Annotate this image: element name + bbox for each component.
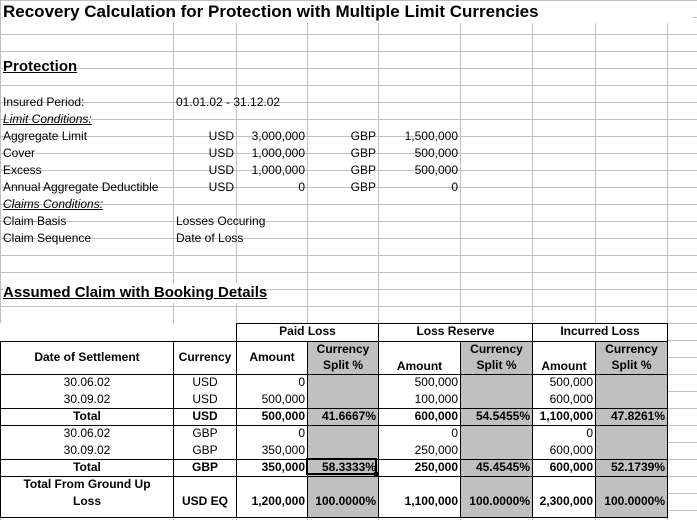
row-date[interactable]: Total	[73, 409, 101, 423]
limit-row-label: Cover	[3, 146, 36, 160]
limit-row-value-2[interactable]: 500,000	[414, 163, 458, 177]
claim-basis-value[interactable]: Losses Occuring	[176, 214, 266, 228]
limit-row-currency-2[interactable]: GBP	[350, 163, 376, 177]
row-incurred-pct[interactable]	[596, 425, 665, 442]
row-incurred-amount[interactable]: 600,000	[549, 460, 593, 474]
row-currency[interactable]: GBP	[191, 460, 218, 474]
grand-total-incurred[interactable]: 2,300,000	[539, 494, 593, 508]
row-incurred-amount[interactable]: 600,000	[549, 443, 593, 457]
reserve-split-header-2: Split %	[476, 358, 517, 372]
paid-amount-header: Amount	[249, 350, 295, 364]
row-currency[interactable]: GBP	[192, 443, 218, 457]
limit-row-currency-1[interactable]: USD	[208, 129, 234, 143]
row-incurred-amount[interactable]: 600,000	[549, 392, 593, 406]
grand-total-label-2: Loss	[72, 494, 101, 508]
limit-row-value-2[interactable]: 0	[451, 180, 458, 194]
row-date[interactable]: 30.06.02	[63, 426, 111, 440]
insured-period-label: Insured Period:	[3, 95, 85, 109]
limit-row-value-1[interactable]: 1,000,000	[251, 163, 305, 177]
limit-row-label: Excess	[3, 163, 42, 177]
row-incurred-amount[interactable]: 500,000	[549, 375, 593, 389]
row-incurred-pct[interactable]: 47.8261%	[610, 409, 665, 423]
row-paid-amount[interactable]: 0	[298, 375, 305, 389]
protection-heading: Protection	[3, 58, 78, 75]
limit-row-currency-2[interactable]: GBP	[350, 180, 376, 194]
row-reserve-amount[interactable]: 500,000	[414, 375, 458, 389]
row-currency[interactable]: GBP	[192, 426, 218, 440]
row-reserve-amount[interactable]: 600,000	[414, 409, 458, 423]
row-incurred-pct[interactable]	[596, 442, 665, 459]
grand-total-reserve[interactable]: 1,100,000	[404, 494, 458, 508]
grand-total-currency[interactable]: USD EQ	[181, 494, 228, 508]
loss-reserve-header: Loss Reserve	[416, 324, 495, 338]
row-incurred-pct[interactable]	[596, 374, 665, 391]
date-column-header: Date of Settlement	[34, 350, 140, 364]
row-paid-amount[interactable]: 350,000	[261, 460, 305, 474]
claim-basis-label: Claim Basis	[3, 214, 67, 228]
claim-sequence-label: Claim Sequence	[3, 231, 92, 245]
paid-split-header-2: Split %	[322, 358, 363, 372]
limit-row-value-2[interactable]: 500,000	[414, 146, 458, 160]
row-paid-amount[interactable]: 0	[298, 426, 305, 440]
row-reserve-amount[interactable]: 0	[451, 426, 458, 440]
row-date[interactable]: 30.06.02	[63, 375, 111, 389]
insured-period-value[interactable]: 01.01.02 - 31.12.02	[176, 95, 281, 109]
sheet-title: Recovery Calculation for Protection with Multiple Limit Currencies	[3, 1, 693, 23]
claim-sequence-value[interactable]: Date of Loss	[176, 231, 244, 245]
claims-conditions-label: Claims Conditions:	[3, 197, 104, 211]
row-currency[interactable]: USD	[192, 409, 218, 423]
grand-total-label-1: Total From Ground Up	[23, 477, 151, 491]
limit-row-currency-2[interactable]: GBP	[350, 146, 376, 160]
row-reserve-pct[interactable]: 54.5455%	[475, 409, 530, 423]
row-reserve-pct[interactable]	[461, 425, 530, 442]
paid-split-header-1: Currency	[316, 342, 370, 356]
limit-row-label: Annual Aggregate Deductible	[3, 180, 159, 194]
row-currency[interactable]: USD	[192, 375, 218, 389]
limit-row-value-1[interactable]: 1,000,000	[251, 146, 305, 160]
incurred-split-header-2: Split %	[611, 358, 652, 372]
row-reserve-pct[interactable]: 45.4545%	[475, 460, 530, 474]
row-paid-pct[interactable]: 41.6667%	[321, 409, 376, 423]
incurred-amount-header: Amount	[541, 359, 587, 373]
grand-total-incurred-pct[interactable]: 100.0000%	[604, 494, 665, 508]
limit-row-currency-2[interactable]: GBP	[350, 129, 376, 143]
row-currency[interactable]: USD	[192, 392, 218, 406]
reserve-amount-header: Amount	[396, 359, 443, 373]
limit-row-value-2[interactable]: 1,500,000	[404, 129, 458, 143]
row-paid-amount[interactable]: 500,000	[261, 392, 305, 406]
row-incurred-amount[interactable]: 0	[586, 426, 593, 440]
claim-heading: Assumed Claim with Booking Details	[3, 284, 268, 301]
row-incurred-pct[interactable]: 52.1739%	[610, 460, 665, 474]
row-date[interactable]: 30.09.02	[63, 443, 111, 457]
currency-column-header: Currency	[178, 350, 232, 364]
grand-total-paid[interactable]: 1,200,000	[251, 494, 305, 508]
row-reserve-pct[interactable]	[461, 442, 530, 459]
row-paid-pct[interactable]	[308, 442, 376, 459]
row-incurred-amount[interactable]: 1,100,000	[539, 409, 593, 423]
limit-row-currency-1[interactable]: USD	[208, 163, 234, 177]
row-reserve-amount[interactable]: 250,000	[414, 443, 458, 457]
grand-total-reserve-pct[interactable]: 100.0000%	[469, 494, 530, 508]
row-reserve-pct[interactable]	[461, 374, 530, 391]
paid-loss-header: Paid Loss	[279, 324, 336, 338]
limit-row-currency-1[interactable]: USD	[208, 146, 234, 160]
row-paid-amount[interactable]: 350,000	[261, 443, 305, 457]
incurred-loss-header: Incurred Loss	[560, 324, 640, 338]
row-reserve-pct[interactable]	[461, 391, 530, 408]
row-paid-amount[interactable]: 500,000	[261, 409, 305, 423]
reserve-split-header-1: Currency	[470, 342, 523, 356]
row-reserve-amount[interactable]: 100,000	[414, 392, 458, 406]
limit-row-value-1[interactable]: 0	[298, 180, 305, 194]
row-date[interactable]: Total	[73, 460, 101, 474]
row-incurred-pct[interactable]	[596, 391, 665, 408]
row-paid-pct[interactable]	[308, 391, 376, 408]
limit-row-value-1[interactable]: 3,000,000	[251, 129, 305, 143]
limit-row-currency-1[interactable]: USD	[208, 180, 234, 194]
limit-conditions-label: Limit Conditions:	[3, 112, 92, 126]
incurred-split-header-1: Currency	[605, 342, 658, 356]
row-reserve-amount[interactable]: 250,000	[414, 460, 458, 474]
row-paid-pct[interactable]	[308, 425, 376, 442]
row-paid-pct[interactable]: 58.3333%	[321, 460, 376, 474]
limit-row-label: Aggregate Limit	[3, 129, 88, 143]
row-date[interactable]: 30.09.02	[63, 392, 111, 406]
row-paid-pct[interactable]	[308, 374, 376, 391]
grand-total-paid-pct[interactable]: 100.0000%	[315, 494, 376, 508]
